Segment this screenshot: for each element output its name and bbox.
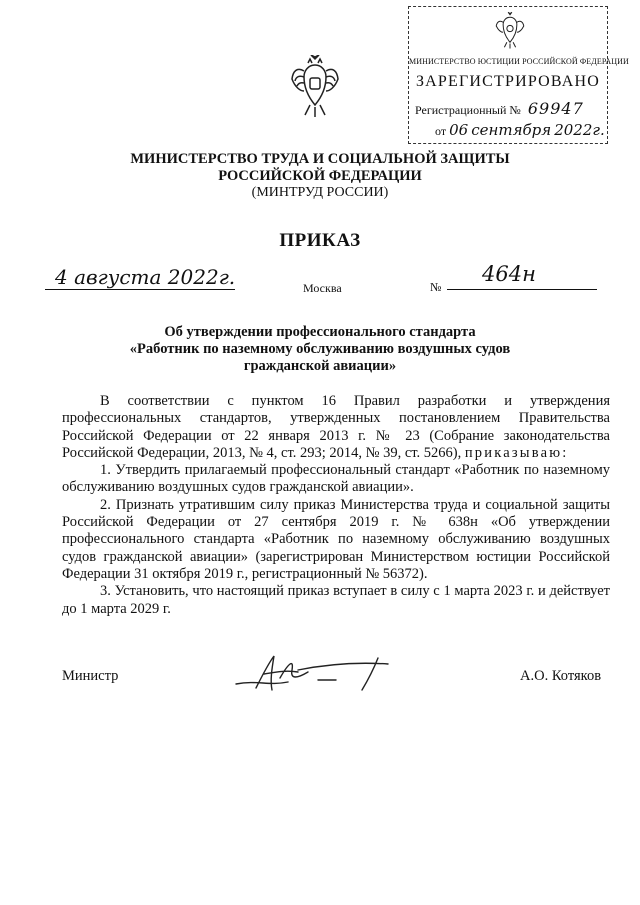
ministry-name-line1: МИНИСТЕРСТВО ТРУДА И СОЦИАЛЬНОЙ ЗАЩИТЫ bbox=[130, 151, 510, 167]
date-underline bbox=[45, 289, 235, 290]
stamp-date-year: 2022г. bbox=[554, 121, 605, 139]
body-intro-text: В соответствии с пунктом 16 Правил разработки и утверждения профессиональных стандартов, утвержденных постановлением Правительства Российской Федерации от 22 января 2013 г. № 23 (Собрание законодательства Российской Федерации, 2013, № 4, ст. 293; 2014, № 39, ст. 5266), bbox=[62, 393, 610, 461]
number-underline bbox=[447, 289, 597, 290]
stamp-date-day: 06 bbox=[449, 121, 469, 139]
subject-line2: «Работник по наземному обслуживанию воздушных судов bbox=[129, 341, 511, 357]
eagle-emblem-icon bbox=[493, 11, 527, 51]
body-intro bbox=[62, 393, 610, 462]
body-intro-command: приказываю: bbox=[464, 444, 569, 461]
stamp-date bbox=[435, 121, 605, 139]
stamp-ministry: МИНИСТЕРСТВО ЮСТИЦИИ РОССИЙСКОЙ ФЕДЕРАЦИИ bbox=[409, 57, 629, 66]
stamp-reg-number: 69947 bbox=[527, 99, 584, 118]
registration-stamp bbox=[408, 6, 629, 144]
signer-name: А.О. Котяков bbox=[520, 668, 602, 684]
stamp-date-prefix: от bbox=[435, 124, 447, 138]
subject-line1: Об утверждении профессионального стандарта bbox=[164, 324, 476, 340]
coat-of-arms-icon bbox=[290, 55, 340, 119]
ministry-short-name: (МИНТРУД РОССИИ) bbox=[251, 185, 389, 200]
signer-role: Министр bbox=[62, 668, 119, 684]
order-body bbox=[62, 393, 610, 618]
order-title: ПРИКАЗ bbox=[279, 230, 361, 251]
subject-line3: гражданской авиации» bbox=[243, 358, 397, 374]
body-item-1: 1. Утвердить прилагаемый профессиональный стандарт «Работник по наземному обслуживанию воздушных судов гражданской авиации». bbox=[62, 462, 610, 496]
stamp-registration bbox=[415, 99, 584, 118]
handwritten-signature bbox=[228, 650, 408, 698]
order-number: 464н bbox=[482, 262, 536, 286]
order-date: 4 августа 2022г. bbox=[55, 265, 236, 289]
ministry-name-line2: РОССИЙСКОЙ ФЕДЕРАЦИИ bbox=[218, 168, 422, 184]
body-item-2: 2. Признать утратившим силу приказ Министерства труда и социальной защиты Российской Федерации от 27 сентября 2019 г. № 638н «Об утверждении профессионального стандарта «Работник по наземному обслуживанию воздушных судов гражданской авиации» (зарегистрирован Министерством юстиции Российской Федерации 31 октября 2019 г., регистрационный № 56372). bbox=[62, 496, 610, 582]
stamp-reg-label: Регистрационный № bbox=[415, 103, 521, 117]
stamp-title: ЗАРЕГИСТРИРОВАНО bbox=[415, 73, 601, 90]
body-item-3: 3. Установить, что настоящий приказ вступает в силу с 1 марта 2023 г. и действует до 1 марта 2029 г. bbox=[62, 583, 610, 617]
order-city: Москва bbox=[303, 281, 342, 295]
stamp-date-month: сентября bbox=[471, 121, 552, 139]
order-number-sign: № bbox=[430, 280, 442, 294]
